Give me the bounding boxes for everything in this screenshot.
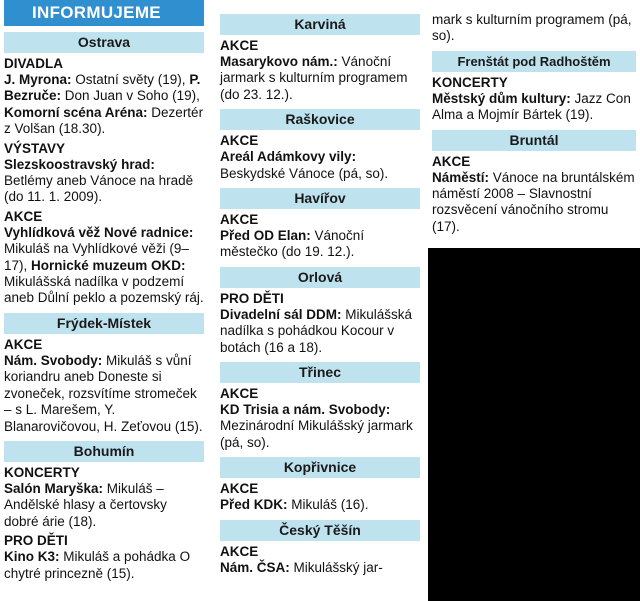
blank-area (428, 248, 640, 601)
category-akce: AKCE (220, 481, 259, 497)
city-header-frenstat: Frenštát pod Radhoštěm (432, 51, 636, 72)
listing-continuation: mark s kulturním programem (pá, so). (432, 12, 632, 44)
category-pro-deti: PRO DĚTI (4, 533, 68, 549)
category-akce: AKCE (432, 153, 471, 169)
category-akce: AKCE (4, 336, 43, 352)
listing-akce-koprivnice: Před KDK: Mikuláš (16). (220, 497, 369, 513)
column-middle (220, 0, 420, 576)
listing-koncerty-bohumin: Salón Maryška: Mikuláš – Andělské hlasy a čertovsky dobré árie (18). (4, 480, 167, 529)
category-akce: AKCE (220, 543, 259, 559)
listing-koncerty-frenstat: Městský dům kultury: Jazz Con Alma a Mojmír Bártek (19). (432, 90, 631, 123)
listing-akce-cesky-tesin: Nám. ČSA: Mikulášský jar- (220, 559, 383, 575)
category-akce: AKCE (220, 386, 259, 402)
category-pro-deti: PRO DĚTI (220, 290, 284, 306)
listing-akce-ostrava: Vyhlídková věž Nové radnice: Mikuláš na Vyhlídkové věži (9–17), Hornické muzeum OKD: Mikulášská nadílka v podzemí aneb Důlní peklo a pozemský ráj. (4, 224, 204, 306)
city-header-koprivnice: Kopřivnice (220, 457, 420, 478)
listing-akce-havirov: Před OD Elan: Vánoční městečko (do 19. 12.). (220, 228, 365, 260)
city-header-karvina: Karviná (220, 14, 420, 35)
city-header-ostrava: Ostrava (4, 32, 204, 53)
listing-akce-trinec: KD Trisia a nám. Svobody: Mezinárodní Mikulášský jarmark (pá, so). (220, 402, 413, 450)
column-left (4, 0, 204, 582)
category-divadla: DIVADLA (4, 56, 63, 71)
city-header-bruntal: Bruntál (432, 130, 636, 151)
category-akce: AKCE (220, 212, 259, 228)
city-header-havirov: Havířov (220, 188, 420, 209)
category-vystavy: VÝSTAVY (4, 140, 66, 156)
category-akce: AKCE (220, 133, 259, 149)
column-right (432, 0, 636, 235)
listing-akce-raskovice: Areál Adámkovy vily: Beskydské Vánoce (pá, so). (220, 149, 389, 181)
masthead: INFORMUJEME (4, 0, 204, 26)
category-koncerty: KONCERTY (432, 74, 508, 90)
category-akce: AKCE (220, 38, 259, 53)
listing-pro-deti-bohumin: Kino K3: Mikuláš a pohádka O chytré princezně (15). (4, 549, 191, 581)
city-header-frydek-mistek: Frýdek-Místek (4, 313, 204, 334)
listing-pro-deti-orlova: Divadelní sál DDM: Mikulášská nadílka s pohádkou Kocour v botách (16 a 18). (220, 306, 413, 355)
city-header-orlova: Orlová (220, 267, 420, 288)
listing-divadla: J. Myrona: Ostatní světy (19), P. Bezruče: Don Juan v Soho (19), Komorní scéna Aréna: Dezertér z Volšan (18.30). (4, 72, 204, 137)
listing-akce-frydek: Nám. Svobody: Mikuláš s vůní koriandru aneb Doneste si zvoneček, rozsvítíme stromeček – s L. Marešem, Y. Blanarovičovou, H. Zeťovou (15). (4, 352, 203, 434)
listing-vystavy: Slezskoostravský hrad: Betlémy aneb Vánoce na hradě (do 11. 1. 2009). (4, 156, 194, 205)
category-koncerty: KONCERTY (4, 464, 80, 480)
city-header-bohumin: Bohumín (4, 441, 204, 462)
city-header-trinec: Třinec (220, 362, 420, 383)
listing-akce-karvina: Masarykovo nám.: Vánoční jarmark s kulturním programem (do 23. 12.). (220, 54, 408, 102)
category-akce: AKCE (4, 208, 43, 224)
listing-akce-bruntal: Náměstí: Vánoce na bruntálském náměstí 2008 – Slavnostní rozsvěcení vánočního stromu (17). (432, 169, 635, 234)
city-header-cesky-tesin: Český Těšín (220, 520, 420, 541)
city-header-raskovice: Raškovice (220, 109, 420, 130)
